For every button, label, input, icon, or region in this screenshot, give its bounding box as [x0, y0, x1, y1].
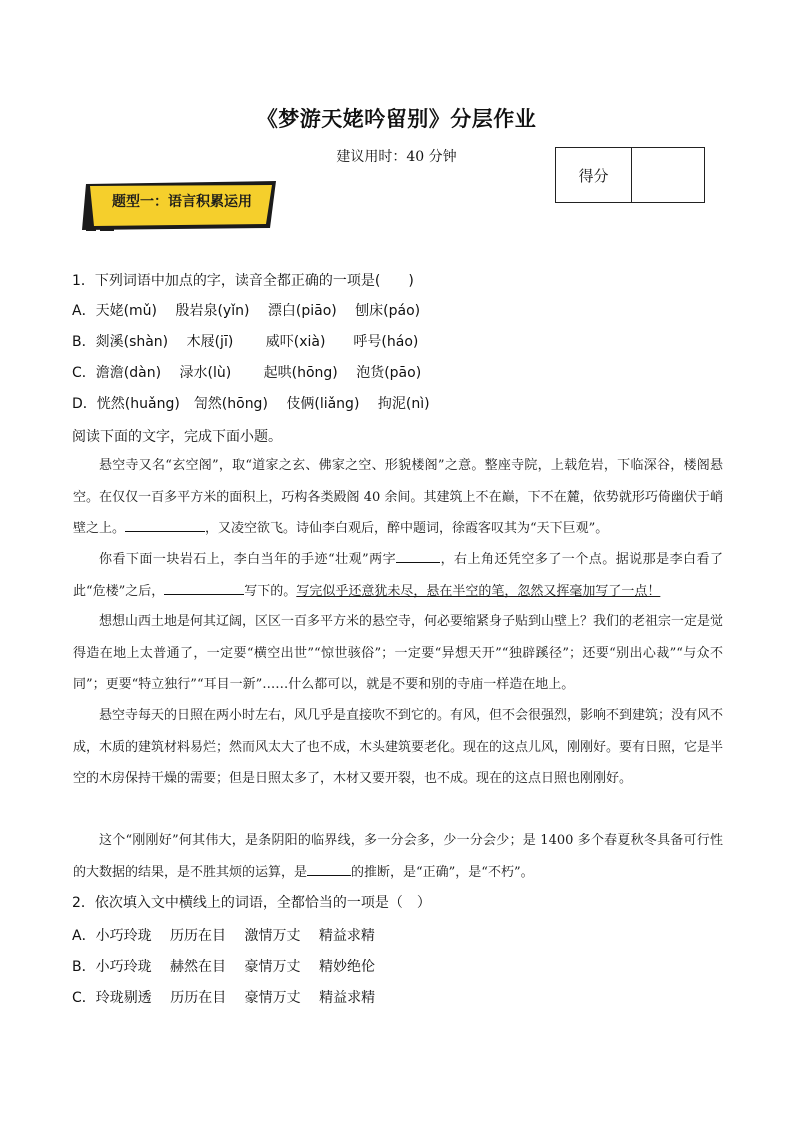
score-value-cell[interactable] [632, 148, 704, 202]
banner-dash-1 [86, 229, 96, 231]
suggested-time: 建议用时：40 分钟 [336, 149, 457, 165]
passage-p5-text-b: 的推断，是“正确”，是“不朽”。 [351, 864, 534, 880]
passage-p1-text-a: 悬空寺又名“玄空阁”，取“道家之玄、佛家之空、形貌楼阁”之意。整座寺院，上载危岩，下临深谷，楼阁悬空。在仅仅一百多平方米的面积上，巧构各类殿阁 40 余间。其建筑上不在巅，下不在麓，依势就形巧倚幽伏于峭壁之上。 [73, 458, 723, 536]
q1-option-a[interactable]: A．天姥(mǔ) 殷岩泉(yǐn) 漂白(piāo) 刨床(páo) [72, 303, 421, 319]
page-title: 《梦游天姥吟留别》分层作业 [256, 106, 537, 131]
banner-dash-2 [100, 229, 114, 231]
q2-option-b[interactable]: B．小巧玲珑 赫然在目 豪情万丈 精妙绝伦 [72, 959, 375, 975]
blank-4[interactable] [307, 861, 351, 876]
passage-p1-text-b: ，又凌空欲飞。诗仙李白观后，醉中题词，徐霞客叹其为“天下巨观”。 [205, 521, 609, 536]
blank-2[interactable] [396, 548, 440, 563]
passage-p2-underlined: 写完似乎还意犹未尽，悬在半空的笔，忽然又挥毫加写了一点！ [296, 583, 661, 599]
passage-paragraph-1 [73, 450, 723, 545]
q1-option-b[interactable]: B．剡溪(shàn) 木屐(jī) 威吓(xià) 呼号(háo) [72, 334, 419, 350]
q1-option-c[interactable]: C．澹澹(dàn) 渌水(lù) 起哄(hōng) 泡货(pāo) [72, 365, 422, 381]
score-box [555, 147, 705, 203]
passage-p2-text-c: 写下的。 [244, 583, 297, 599]
q1-option-d[interactable]: D．恍然(huǎng) 訇然(hōng) 伎俩(liǎng) 拘泥(nì) [72, 396, 430, 412]
blank-1[interactable] [125, 517, 205, 532]
passage-p2-text-a: 你看下面一块岩石上，李白当年的手迹“壮观”两字 [99, 552, 397, 567]
passage-paragraph-3: 想想山西土地是何其辽阔，区区一百多平方米的悬空寺，何必要缩紧身子贴到山壁上？我们的老祖宗一定是觉得造在地上太普通了，一定要“横空出世”“惊世骇俗”；一定要“异想天开”“独辟蹊径”；还要“别出心裁”“与众不同”；更要“特立独行”“耳目一新”……什么都可以，就是不要和别的寺庙一样造在地上。 [73, 614, 724, 692]
passage-paragraph-2 [73, 544, 723, 607]
section-title: 题型一：语言积累运用 [112, 194, 252, 210]
q2-stem: 2．依次填入文中横线上的词语，全都恰当的一项是（ ） [72, 895, 431, 911]
q2-option-a[interactable]: A．小巧玲珑 历历在目 激情万丈 精益求精 [72, 928, 375, 944]
score-label: 得分 [556, 148, 632, 202]
passage-p5-text-a: 这个“刚刚好”何其伟大，是条阴阳的临界线，多一分会多，少一分会少；是 1400 多个春夏秋冬具备可行性的大数据的结果，是不胜其烦的运算，是 [73, 833, 723, 880]
blank-3[interactable] [164, 580, 244, 595]
passage-paragraph-5 [73, 825, 723, 888]
passage-paragraph-4: 悬空寺每天的日照在两小时左右，风几乎是直接吹不到它的。有风，但不会很强烈，影响不到建筑；没有风不成，木质的建筑材料易烂；然而风太大了也不成，木头建筑要老化。现在的这点儿风，刚刚好。要有日照，它是半空的木房保持干燥的需要；但是日照太多了，木材又要开裂，也不成。现在的这点日照也刚刚好。 [73, 708, 724, 786]
passage-p2-text-b: ，右上角还凭空多了一个点。据说那是李白看了此“危楼”之后， [73, 552, 723, 599]
reading-instruction: 阅读下面的文字，完成下面小题。 [72, 429, 282, 445]
q1-stem: 1．下列词语中加点的字，读音全都正确的一项是( ) [72, 273, 414, 289]
q2-option-c[interactable]: C．玲珑剔透 历历在目 豪情万丈 精益求精 [72, 990, 376, 1006]
